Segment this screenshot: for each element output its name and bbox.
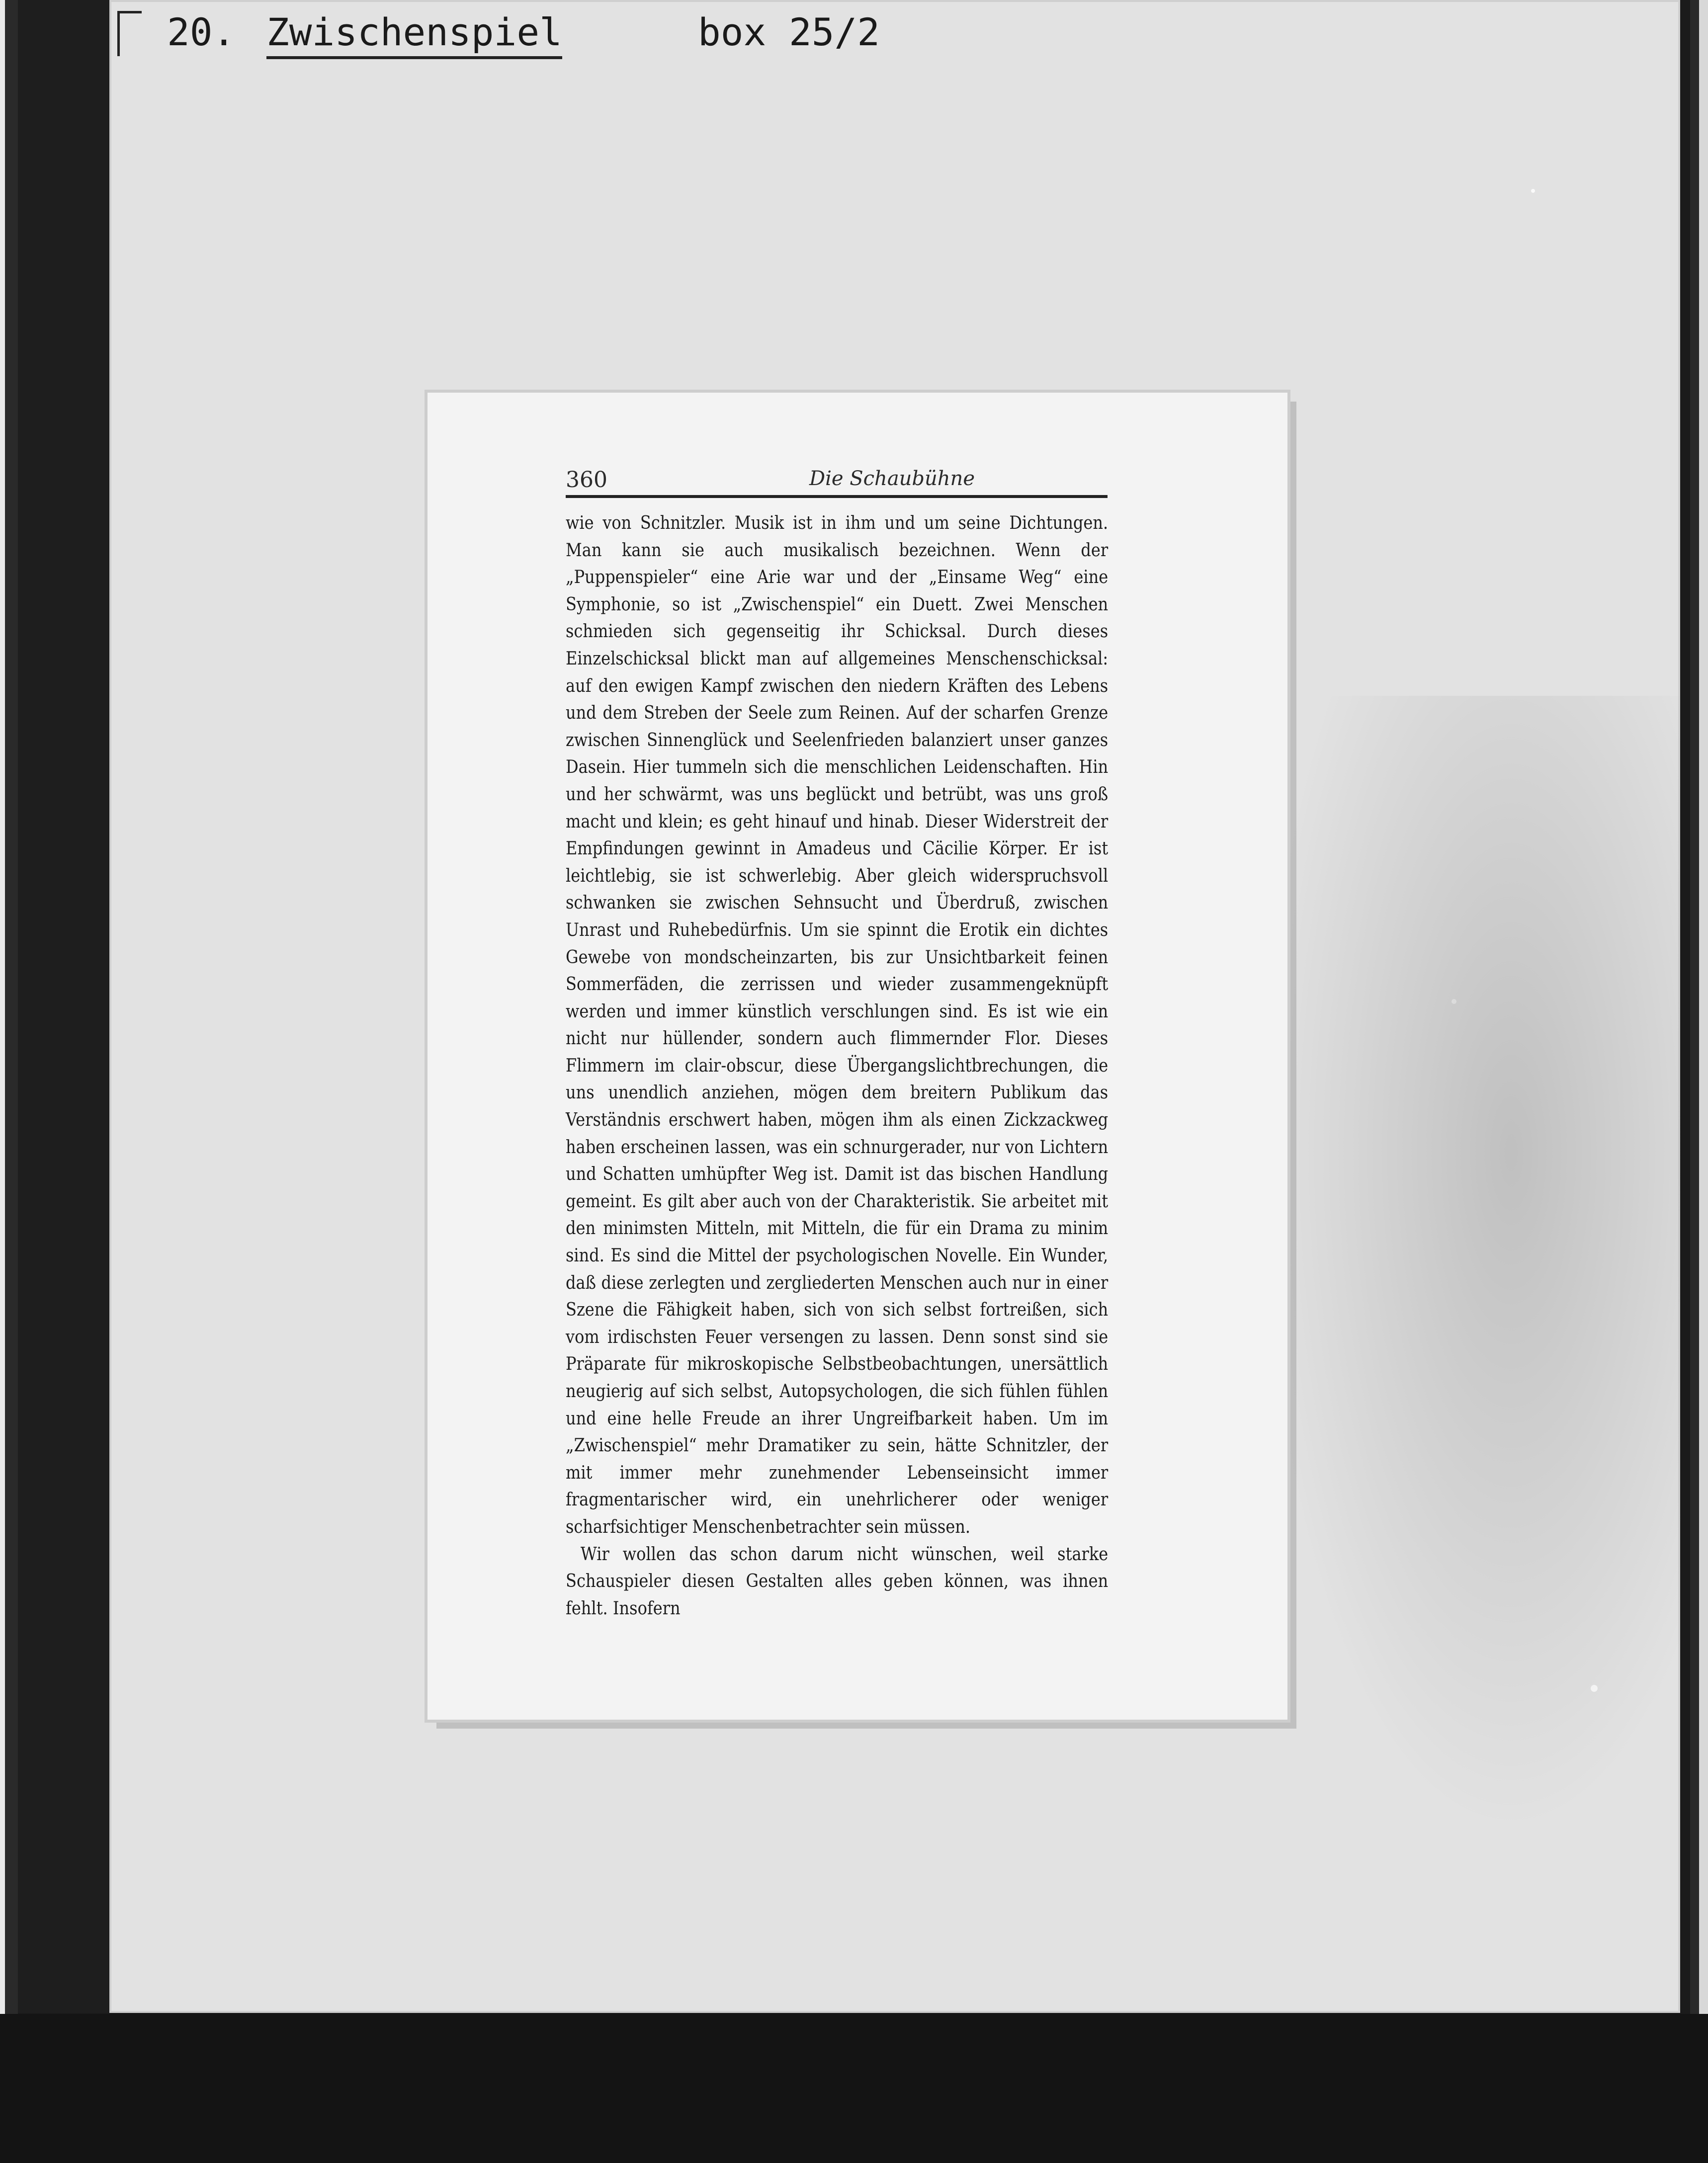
article-paragraph: Wir wollen das schon darum nicht wünschen, weil starke Schauspieler diesen Gestalten alles geben können, was ihnen fehlt. Insofern <box>566 1543 1109 1619</box>
label-number: 20. <box>167 10 236 54</box>
journal-title: Die Schaubühne <box>809 467 975 490</box>
scan-speck <box>1591 1685 1598 1692</box>
scan-speck <box>1452 999 1456 1004</box>
newspaper-clipping <box>427 393 1287 1720</box>
scan-border-right <box>1690 0 1708 2163</box>
corner-registration-mark <box>117 11 142 56</box>
running-head <box>566 467 1108 498</box>
label-box-number: box 25/2 <box>698 10 880 54</box>
article-body <box>566 509 1108 1622</box>
article-paragraph: wie von Schnitzler. Musik ist in ihm und um seine Dichtungen. Man kann sie auch musikalisch bezeichnen. Wenn der „Puppenspieler“ eine Arie war und der „Einsame Weg“ eine Symphonie, so ist „Zwischenspiel“ ein Duett. Zwei Menschen schmieden sich gegenseitig ihr Schicksal. Durch dieses Einzelschicksal blickt man auf allgemeines Menschenschicksal: auf den ewigen Kampf zwischen den niedern Kräften des Lebens und dem Streben der Seele zum Reinen. Auf der scharfen Grenze zwischen Sinnenglück und Seelenfrieden balanziert unser ganzes Dasein. Hier tummeln sich die menschlichen Leidenschaften. Hin und her schwärmt, was uns beglückt und betrübt, was uns groß macht und klein; es geht hinauf und hinab. Dieser Widerstreit der Empfindungen gewinnt in Amadeus und Cäcilie Körper. Er ist leichtlebig, sie ist schwerlebig. Aber gleich widerspruchsvoll schwanken sie zwischen Sehnsucht und Überdruß, zwischen Unrast und Ruhebedürfnis. Um sie spinnt die Erotik ein dichtes Gewebe von mondscheinzarten, bis zur Unsichtbarkeit feinen Sommerfäden, die zerrissen und wieder zusammengeknüpft werden und immer künstlich verschlungen sind. Es ist wie ein nicht nur hüllender, sondern auch flimmernder Flor. Dieses Flimmern im clair-obscur, diese Übergangslichtbrechungen, die uns unendlich anziehen, mögen dem breitern Publikum das Verständnis erschwert haben, mögen ihm als einen Zickzackweg haben erscheinen lassen, was ein schnurgerader, nur von Lichtern und Schatten umhüpfter Weg ist. Damit ist das bischen Handlung gemeint. Es gilt aber auch von der Charakteristik. Sie arbeitet mit den minimsten Mitteln, mit Mitteln, die für ein Drama zu minim sind. Es sind die Mittel der psychologischen Novelle. Ein Wunder, daß diese zerlegten und zergliederten Menschen auch nur in einer Szene die Fähigkeit haben, sich von sich selbst fortreißen, sich vom irdischsten Feuer versengen zu lassen. Denn sonst sind sie Präparate für mikroskopische Selbstbeobachtungen, unersättlich neugierig auf sich selbst, Autopsychologen, die sich fühlen fühlen und eine helle Freude an ihrer Ungreifbarkeit haben. Um im „Zwischenspiel“ mehr Dramatiker zu sein, hätte Schnitzler, der mit immer mehr zunehmender Lebenseinsicht immer fragmentarischer wird, ein unehrlicherer oder weniger scharfsichtiger Menschenbetrachter sein müssen. <box>566 512 1109 1537</box>
scan-border-bottom <box>0 2014 1708 2163</box>
label-title: Zwischenspiel <box>266 10 562 59</box>
scan-speck <box>1531 189 1535 193</box>
scan-shadow-strip <box>18 0 109 2013</box>
page-number: 360 <box>566 467 607 493</box>
scan-border-left <box>0 0 18 2163</box>
